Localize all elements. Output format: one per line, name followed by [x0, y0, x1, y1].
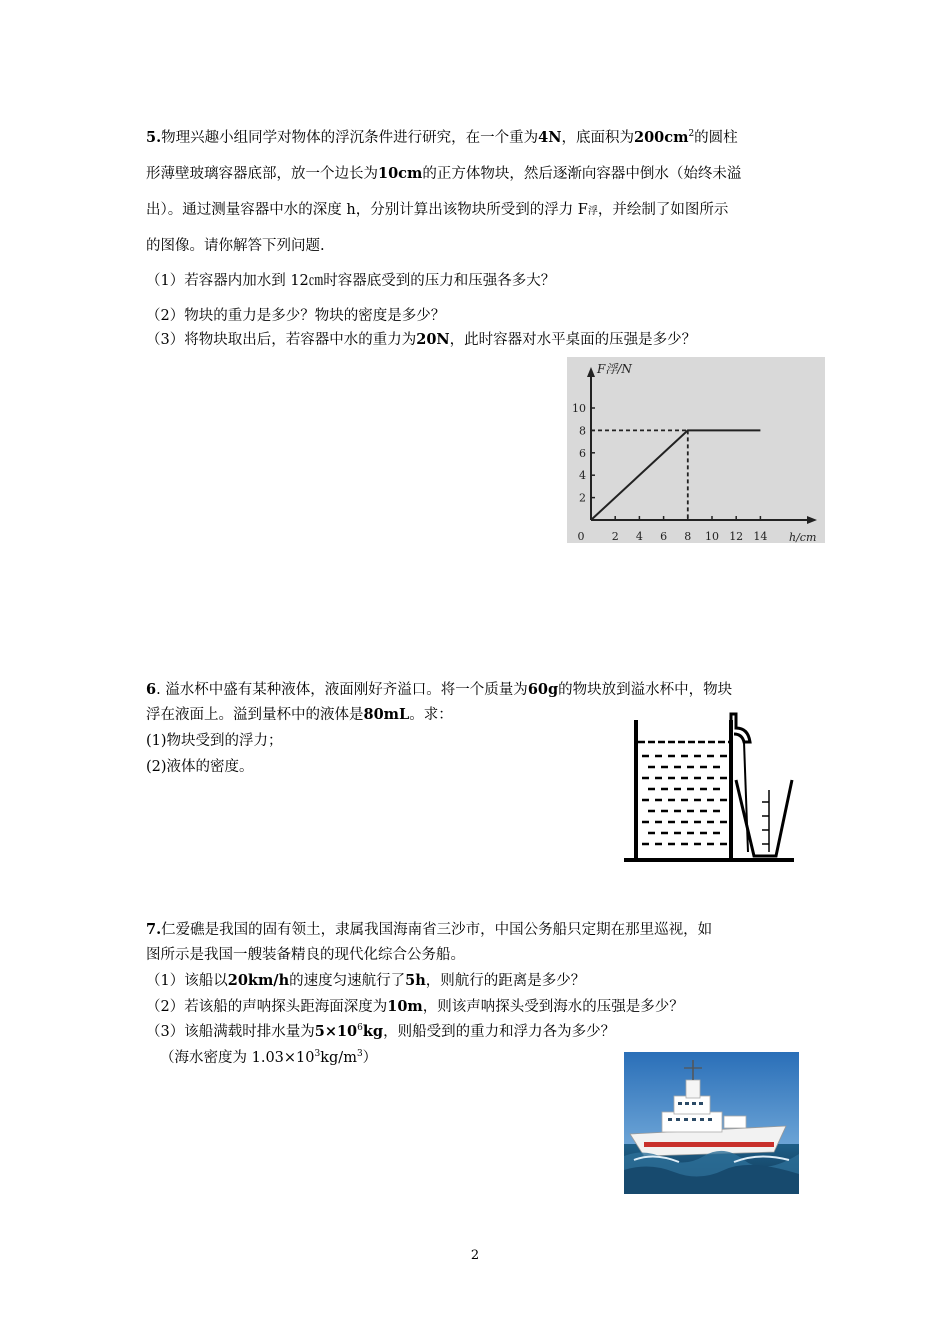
q7-text: ，则该声呐探头受到海水的压强是多少？ [422, 999, 684, 1015]
q7-text: kg/m [320, 1050, 357, 1066]
q6-text: . 溢水杯中盛有某种液体，液面刚好齐溢口。将一个质量为 [156, 682, 528, 698]
y-tick-label: 8 [579, 424, 586, 438]
patrol-ship-svg [624, 1052, 799, 1194]
patrol-ship-photo [624, 1052, 799, 1194]
origin-label: 0 [577, 530, 585, 543]
q5-value: 20N [416, 331, 450, 348]
q6-text: 。求： [409, 707, 453, 723]
q7-value: 10m [387, 998, 423, 1015]
q7-line-2: 图所示是我国一艘装备精良的现代化综合公务船。 [146, 947, 465, 963]
y-tick-label: 4 [579, 469, 586, 483]
q6-line-1 [146, 680, 732, 700]
x-tick-label: 10 [705, 530, 719, 543]
y-axis-arrow [587, 367, 595, 377]
liquid-dashes [642, 756, 727, 844]
q7-text: 的速度匀速航行了 [289, 973, 406, 989]
x-tick-label: 12 [729, 530, 744, 543]
q7-text: （海水密度为 1.03×10 [160, 1050, 315, 1066]
page-number: 2 [470, 1248, 480, 1263]
q7-value: 5h [405, 972, 426, 989]
q5-superscript: 2 [688, 129, 695, 140]
q6-number: 6 [146, 681, 157, 698]
q6-sub-2: (2)液体的密度。 [146, 759, 254, 775]
q5-text: （3）将物块取出后，若容器中水的重力为 [146, 332, 417, 348]
q5-text: ，底面积为 [561, 130, 634, 146]
q7-value: 20km/h [227, 972, 290, 989]
q5-sub-2: （2）物块的重力是多少？物块的密度是多少？ [146, 308, 446, 324]
q5-text: 物理兴趣小组同学对物体的浮沉条件进行研究，在一个重为 [161, 130, 539, 146]
y-tick-label: 10 [572, 402, 586, 415]
q5-text: ，此时容器对水平桌面的压强是多少？ [449, 332, 697, 348]
q7-superscript: 6 [357, 1023, 363, 1034]
q5-line-1 [146, 128, 738, 148]
q7-text: ，则船受到的重力和浮力各为多少？ [383, 1024, 616, 1040]
q7-sub-3 [146, 1022, 615, 1042]
q6-text: 浮在液面上。溢到量杯中的液体是 [146, 707, 364, 723]
q5-sub-3 [146, 330, 696, 350]
q5-value: 10cm [378, 165, 423, 182]
q5-value: 200cm [633, 129, 689, 146]
q5-line-2 [146, 164, 741, 184]
q5-text: 的正方体物块，然后逐渐向容器中倒水（始终未溢 [422, 166, 742, 182]
q7-text: （2）若该船的声呐探头距海面深度为 [146, 999, 388, 1015]
buoyancy-graph-svg [567, 357, 825, 543]
q7-text: （3）该船满载时排水量为 [146, 1024, 315, 1040]
q5-subscript: 浮 [587, 206, 598, 217]
q7-sub-1 [146, 971, 585, 991]
x-tick-label: 2 [611, 530, 619, 543]
overflow-cup-svg [624, 712, 794, 868]
q6-sub-1: (1)物块受到的浮力； [146, 733, 283, 749]
q5-line-3 [146, 200, 728, 222]
q5-sub-1: （1）若容器内加水到 12㎝时容器底受到的压力和压强各多大？ [146, 273, 556, 289]
q7-value: kg [362, 1023, 384, 1040]
q5-number: 5. [146, 129, 162, 146]
q5-text: 形薄壁玻璃容器底部，放一个边长为 [146, 166, 378, 182]
q6-value: 80mL [363, 706, 410, 723]
q7-text: （1）该船以 [146, 973, 228, 989]
series-line [591, 430, 760, 520]
q5-value: 4N [538, 129, 562, 146]
q7-line-1 [146, 920, 712, 940]
overflow-cup-figure [624, 712, 794, 868]
y-tick-label: 2 [579, 491, 586, 505]
q7-sub-2 [146, 997, 684, 1017]
buoyancy-graph [567, 357, 825, 543]
x-tick-label: 6 [660, 530, 668, 543]
q5-line-4: 的图像。请你解答下列问题. [146, 238, 325, 254]
q7-text: ，则航行的距离是多少？ [425, 973, 586, 989]
q5-text: 的圆柱 [694, 130, 738, 146]
q7-value: 5×10 [314, 1023, 358, 1040]
x-tick-label: 4 [635, 530, 643, 543]
x-tick-label: 8 [684, 530, 692, 543]
q7-sub-4 [160, 1048, 377, 1068]
q6-value: 60g [527, 681, 559, 698]
q6-text: 的物块放到溢水杯中，物块 [558, 682, 733, 698]
q7-number: 7. [146, 921, 162, 938]
q7-text: 仁爱礁是我国的固有领土，隶属我国海南省三沙市，中国公务船只定期在那里巡视，如 [161, 922, 713, 938]
x-axis-label: h/cm [789, 531, 817, 543]
q7-text: ） [362, 1050, 378, 1066]
q5-text: 出）。通过测量容器中水的深度 h，分别计算出该物块所受到的浮力 F [146, 202, 588, 218]
x-axis-arrow [807, 516, 817, 524]
q5-text: ，并绘制了如图所示 [597, 202, 729, 218]
y-tick-label: 6 [579, 446, 586, 460]
q7-superscript: 3 [356, 1049, 363, 1060]
q6-line-2 [146, 705, 453, 725]
x-tick-label: 14 [753, 530, 768, 543]
q7-superscript: 3 [314, 1049, 321, 1060]
y-axis-label: F浮/N [597, 362, 632, 376]
